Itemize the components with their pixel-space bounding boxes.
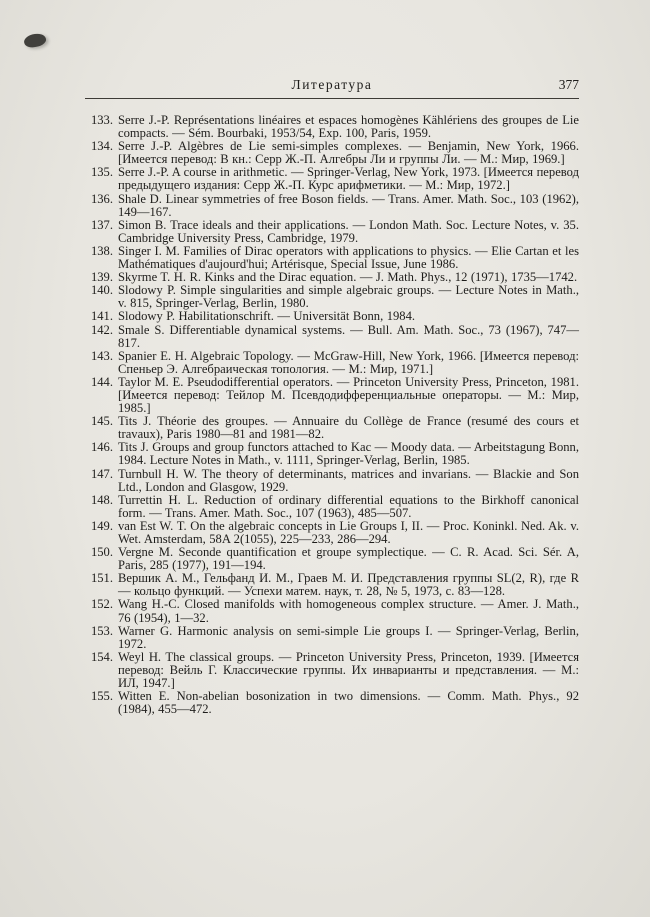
entry-number: 144. bbox=[90, 374, 113, 389]
bibliography-entry bbox=[85, 494, 579, 520]
bibliography-entry bbox=[85, 219, 579, 245]
bibliography-entry bbox=[85, 690, 579, 716]
entry-text: Wang H.-C. Closed manifolds with homogeneous complex structure. — Amer. J. Math., 76 (1954), 1—32. bbox=[118, 597, 579, 625]
entry-text: Tits J. Théorie des groupes. — Annuaire du Collège de France (resumé des cours et travaux), Paris 1980—81 and 1981—82. bbox=[118, 414, 579, 442]
entry-text: Serre J.-P. Représentations linéaires et espaces homogènes Kählériens des groupes de Lie compacts. — Sém. Bourbaki, 1953/54, Exp. 100, Paris, 1959. bbox=[118, 113, 579, 141]
entry-text: Вершик А. М., Гельфанд И. М., Граев М. И. Представления группы SL(2, R), где R — кольцо функций. — Успехи матем. наук, т. 28, № 5, 1973, с. 83—128. bbox=[118, 571, 579, 599]
entry-number: 141. bbox=[90, 309, 113, 324]
bibliography-entry bbox=[85, 598, 579, 624]
bibliography-entry bbox=[85, 376, 579, 415]
bibliography-entry bbox=[85, 350, 579, 376]
running-head bbox=[85, 77, 579, 99]
scan-artifact bbox=[23, 32, 47, 50]
entry-number: 149. bbox=[90, 518, 113, 533]
bibliography-entry bbox=[85, 193, 579, 219]
entry-number: 151. bbox=[90, 571, 113, 586]
entry-text: Weyl H. The classical groups. — Princeton University Press, Princeton, 1939. [Имеется перевод: Вейль Г. Классические группы. Их инварианты и представления. — М.: ИЛ, 1947.] bbox=[118, 649, 579, 691]
entry-number: 133. bbox=[90, 113, 113, 127]
entry-text: Shale D. Linear symmetries of free Boson fields. — Trans. Amer. Math. Soc., 103 (1962), 149—167. bbox=[118, 191, 579, 219]
bibliography-entry bbox=[85, 625, 579, 651]
entry-text: Warner G. Harmonic analysis on semi-simple Lie groups I. — Springer-Verlag, Berlin, 1972. bbox=[118, 623, 579, 651]
entry-text: Witten E. Non-abelian bosonization in two dimensions. — Comm. Math. Phys., 92 (1984), 455—472. bbox=[118, 689, 579, 717]
bibliography-entry bbox=[85, 468, 579, 494]
entry-number: 145. bbox=[90, 414, 113, 429]
bibliography-entry bbox=[85, 651, 579, 690]
page-header-title: Литература bbox=[291, 77, 373, 92]
entry-text: Slodowy P. Simple singularities and simple algebraic groups. — Lecture Notes in Math., v. 815, Springer-Verlag, Berlin, 1980. bbox=[118, 283, 579, 311]
entry-number: 155. bbox=[90, 689, 113, 704]
entry-text: Simon B. Trace ideals and their applications. — London Math. Soc. Lecture Notes, v. 35. Cambridge University Press, Cambridge, 1979. bbox=[118, 217, 579, 245]
bibliography-entry bbox=[85, 572, 579, 598]
page-number: 377 bbox=[558, 77, 579, 92]
bibliography-entry bbox=[85, 140, 579, 166]
entry-text: Singer I. M. Families of Dirac operators with applications to physics. — Elie Cartan et les Mathématiques d'aujourd'hui; Artérisque, Special Issue, June 1986. bbox=[118, 243, 579, 272]
entry-number: 154. bbox=[90, 649, 113, 664]
bibliography-entry bbox=[85, 441, 579, 467]
bibliography-entry bbox=[85, 546, 579, 572]
entry-number: 143. bbox=[90, 348, 113, 363]
entry-text: Taylor M. E. Pseudodifferential operators. — Princeton University Press, Princeton, 1981. [Имеется перевод: Тейлор М. Псевдодифференциальные операторы. — М.: Мир, 1985.] bbox=[118, 374, 579, 416]
entry-number: 148. bbox=[90, 492, 113, 507]
entry-text: Turnbull H. W. The theory of determinants, matrices and invarians. — Blackie and Son Ltd., London and Glasgow, 1929. bbox=[118, 466, 579, 494]
entry-number: 147. bbox=[90, 466, 113, 481]
bibliography-entry bbox=[85, 520, 579, 546]
entry-text: Serre J.-P. A course in arithmetic. — Springer-Verlag, New York, 1973. [Имеется перевод предыдущего издания: Серр Ж.-П. Курс арифметики. — М.: Мир, 1972.] bbox=[118, 165, 579, 193]
bibliography-entry bbox=[85, 415, 579, 441]
entry-text: Vergne M. Seconde quantification et groupe symplectique. — C. R. Acad. Sci. Sér. A, Paris, 285 (1977), 191—194. bbox=[118, 545, 579, 573]
entry-number: 153. bbox=[90, 623, 113, 638]
entry-number: 134. bbox=[90, 139, 113, 154]
entry-text: Serre J.-P. Algèbres de Lie semi-simples complexes. — Benjamin, New York, 1966. [Имеется перевод: В кн.: Серр Ж.-П. Алгебры Ли и группы Ли. — М.: Мир, 1969.] bbox=[118, 139, 579, 167]
bibliography-entry bbox=[85, 245, 579, 271]
entry-text: Smale S. Differentiable dynamical systems. — Bull. Am. Math. Soc., 73 (1967), 747—817. bbox=[118, 322, 579, 350]
bibliography-entry bbox=[85, 166, 579, 192]
bibliography-entry bbox=[85, 114, 579, 140]
entry-number: 139. bbox=[90, 270, 113, 285]
entry-number: 138. bbox=[90, 243, 113, 258]
entry-number: 140. bbox=[90, 283, 113, 298]
bibliography-list bbox=[85, 114, 579, 716]
entry-number: 152. bbox=[90, 597, 113, 612]
entry-number: 142. bbox=[90, 322, 113, 337]
entry-text: Spanier E. H. Algebraic Topology. — McGraw-Hill, New York, 1966. [Имеется перевод: Спеньер Э. Алгебраическая топология. — М.: Мир, 1971.] bbox=[118, 348, 579, 376]
entry-text: Turrettin H. L. Reduction of ordinary differential equations to the Birkhoff canonical form. — Trans. Amer. Math. Soc., 107 (1963), 485—507. bbox=[118, 492, 579, 520]
entry-text: Skyrme T. H. R. Kinks and the Dirac equation. — J. Math. Phys., 12 (1971), 1735—1742. bbox=[118, 270, 578, 285]
entry-text: Tits J. Groups and group functors attached to Kac — Moody data. — Arbeitstagung Bonn, 1984. Lecture Notes in Math., v. 1111, Springer-Verlag, Berlin, 1985. bbox=[118, 440, 579, 468]
entry-number: 136. bbox=[90, 191, 113, 206]
entry-number: 150. bbox=[90, 545, 113, 560]
entry-number: 146. bbox=[90, 440, 113, 455]
entry-text: van Est W. T. On the algebraic concepts in Lie Groups I, II. — Proc. Koninkl. Ned. Ak. v. Wet. Amsterdam, 58A 2(1055), 225—233, 286—294. bbox=[118, 518, 579, 546]
bibliography-entry bbox=[85, 324, 579, 350]
entry-text: Slodowy P. Habilitationschrift. — Universität Bonn, 1984. bbox=[118, 309, 416, 324]
bibliography-entry bbox=[85, 284, 579, 310]
entry-number: 137. bbox=[90, 217, 113, 232]
page-content bbox=[85, 77, 579, 716]
entry-number: 135. bbox=[90, 165, 113, 180]
